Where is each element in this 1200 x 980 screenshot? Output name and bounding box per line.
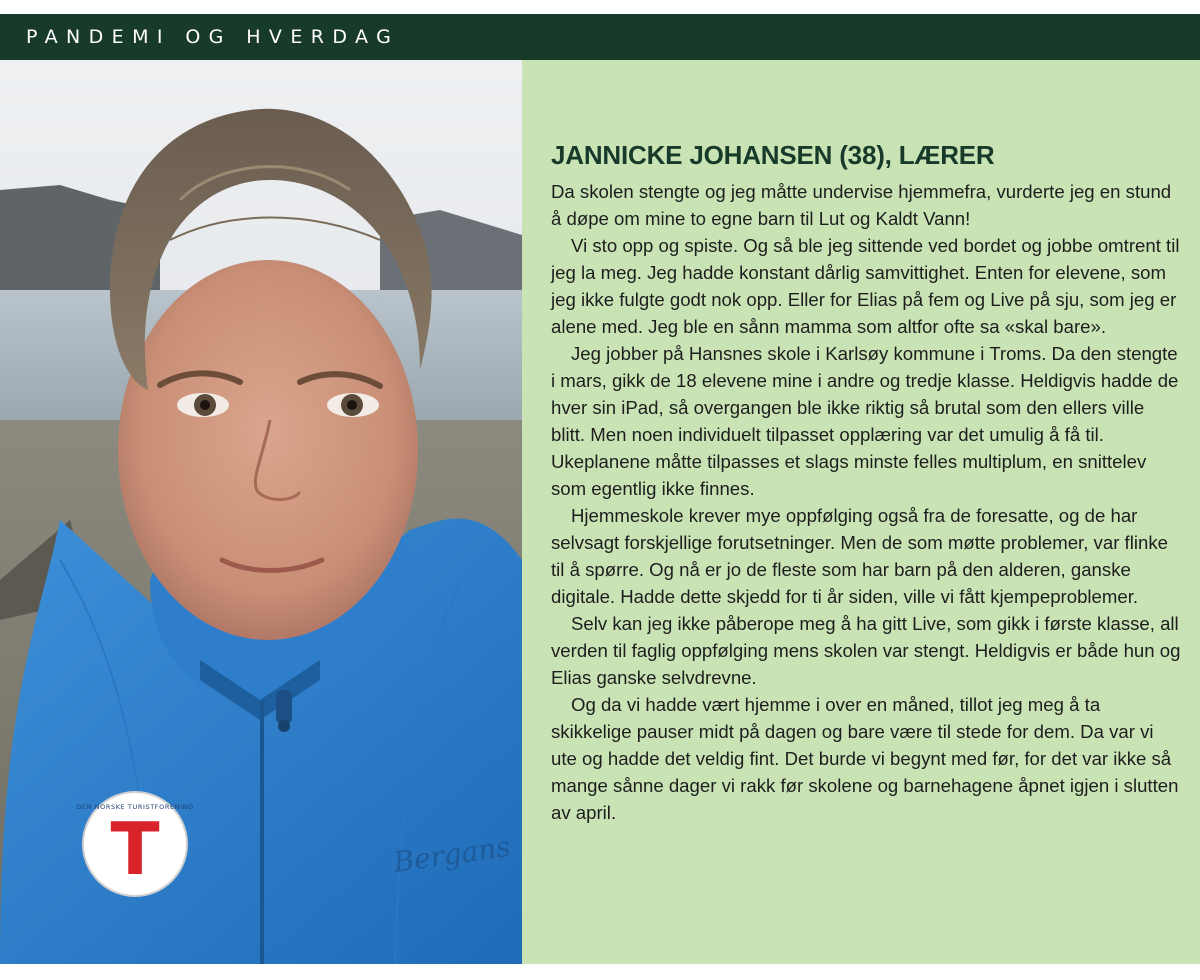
article-paragraph: Selv kan jeg ikke påberope meg å ha gitt Live, som gikk i første klasse, all verden til faglig oppfølging mens skolen var stengt. Heldigvis er både hun og Elias ganske selvdrevne.	[551, 613, 1181, 688]
article-paragraph: Hjemmeskole krever mye oppfølging også fra de foresatte, og de har selvsagt forskjellige forutsetninger. Men de som møtte problemer, var flinke til å spørre. Og nå er jo de fleste som har barn på den alderen, ganske digitale. Hadde dette skjedd for ti år siden, ville vi fått kjempeproblemer.	[551, 505, 1168, 607]
badge-letter: T	[110, 807, 160, 891]
article-body	[551, 138, 1183, 826]
jacket-brand-logo: Bergans	[391, 829, 513, 879]
section-header-bar	[0, 14, 1200, 60]
article-paragraph: Jeg jobber på Hansnes skole i Karlsøy kommune i Troms. Da den stengte i mars, gikk de 18 elevene mine i andre og tredje klasse. Heldigvis hadde de hver sin iPad, så overgangen ble ikke riktig så brutal som den ellers ville blitt. Men noen individuelt tilpasset opplæring var det umulig å få til. Ukeplanene måtte tilpasses et slags minste felles multiplum, en snittelev som egentlig ikke finnes.	[551, 343, 1179, 499]
article-paragraph: Vi sto opp og spiste. Og så ble jeg sittende ved bordet og jobbe omtrent til jeg la meg. Jeg hadde konstant dårlig samvittighet. Enten for elevene, som jeg ikke fulgte godt nok opp. Eller for Elias på fem og Live på sju, som jeg er alene med. Jeg ble en sånn mamma som altfor ofte sa «skal bare».	[551, 235, 1180, 337]
article-paragraph: Og da vi hadde vært hjemme i over en måned, tillot jeg meg å ta skikkelige pauser midt på dagen og bare være til stede for dem. Da var vi ute og hadde det veldig fint. Det burde vi begynt med før, for det var ikke så mange sånne dager vi rakk før skolene og barnehagene åpnet igjen i slutten av april.	[551, 694, 1179, 823]
article-heading: JANNICKE JOHANSEN (38), LÆRER	[551, 140, 995, 170]
portrait-photo	[0, 60, 522, 964]
section-title: PANDEMI OG HVERDAG	[26, 26, 400, 48]
article-panel	[522, 60, 1200, 964]
badge-text: DEN NORSKE TURISTFORENING	[76, 803, 194, 811]
article-paragraph: Da skolen stengte og jeg måtte undervise hjemmefra, vurderte jeg en stund å døpe om mine to egne barn til Lut og Kaldt Vann!	[551, 181, 1172, 229]
